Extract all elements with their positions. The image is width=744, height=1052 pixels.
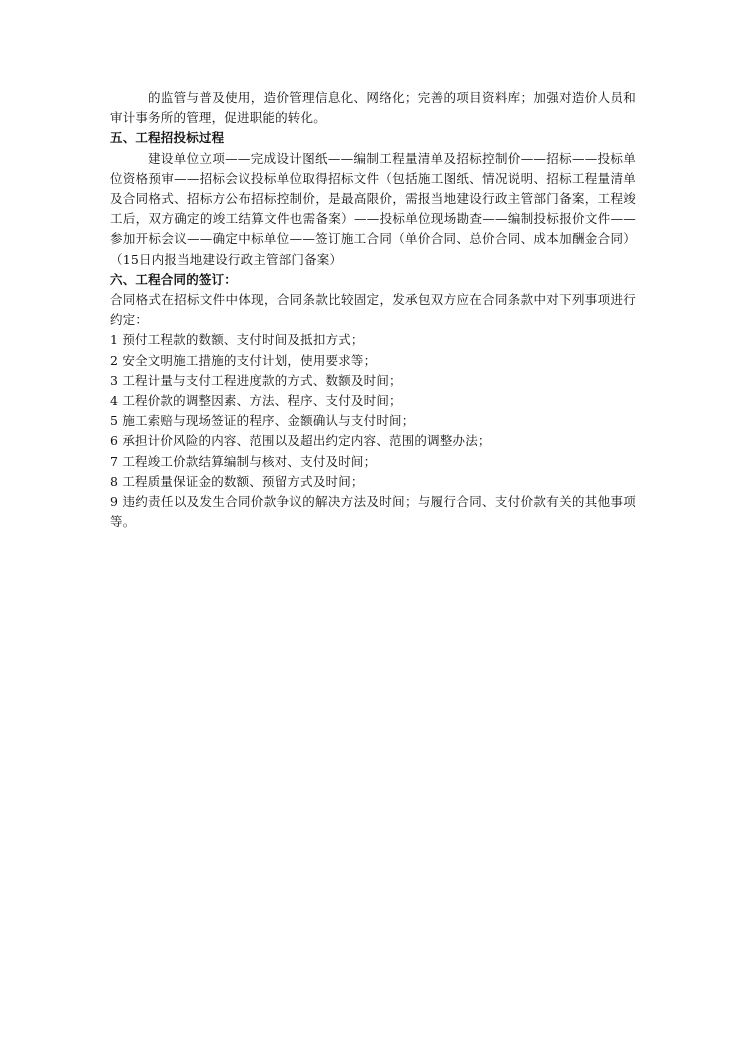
list-item-2: 2 安全文明施工措施的支付计划，使用要求等； [110,352,377,368]
list-item-9: 9 违约责任以及发生合同价款争议的解决方法及时间；与履行合同、支付价款有关的其他事项等。 [110,494,636,530]
section-heading-bidding-process: 五、工程招投标过程 [110,130,225,146]
list-item-4: 4 工程价款的调整因素、方法、程序、支付及时间； [110,393,402,409]
list-item-3: 3 工程计量与支付工程进度款的方式、数额及时间； [110,372,402,388]
paragraph-cost-management-tail: 的监管与普及使用，造价管理信息化、网络化；完善的项目资料库；加强对造价人员和审计事务所的管理，促进职能的转化。 [110,90,636,126]
list-item-6: 6 承担计价风险的内容、范围以及超出约定内容、范围的调整办法； [110,433,491,449]
document-body [110,88,636,532]
paragraph-bidding-process: 建设单位立项——完成设计图纸——编制工程量清单及招标控制价——招标——投标单位资格预审——招标会议投标单位取得招标文件（包括施工图纸、情况说明、招标工程量清单及合同格式、招标方公布招标控制价，是最高限价，需报当地建设行政主管部门备案，工程竣工后，双方确定的竣工结算文件也需备案）——投标单位现场勘查——编制投标报价文件——参加开标会议——确定中标单位——签订施工合同（单价合同、总价合同、成本加酬金合同）（15日内报当地建设行政主管部门备案） [110,150,636,267]
list-item-5: 5 施工索赔与现场签证的程序、金额确认与支付时间； [110,413,415,429]
list-item-8: 8 工程质量保证金的数额、预留方式及时间； [110,473,364,489]
list-item-1: 1 预付工程款的数额、支付时间及抵扣方式； [110,332,364,348]
list-item-7: 7 工程竣工价款结算编制与核对、支付及时间； [110,453,377,469]
paragraph-contract-intro: 合同格式在招标文件中体现，合同条款比较固定，发承包双方应在合同条款中对下列事项进行约定： [110,292,636,328]
section-heading-contract-signing: 六、工程合同的签订： [110,271,238,287]
